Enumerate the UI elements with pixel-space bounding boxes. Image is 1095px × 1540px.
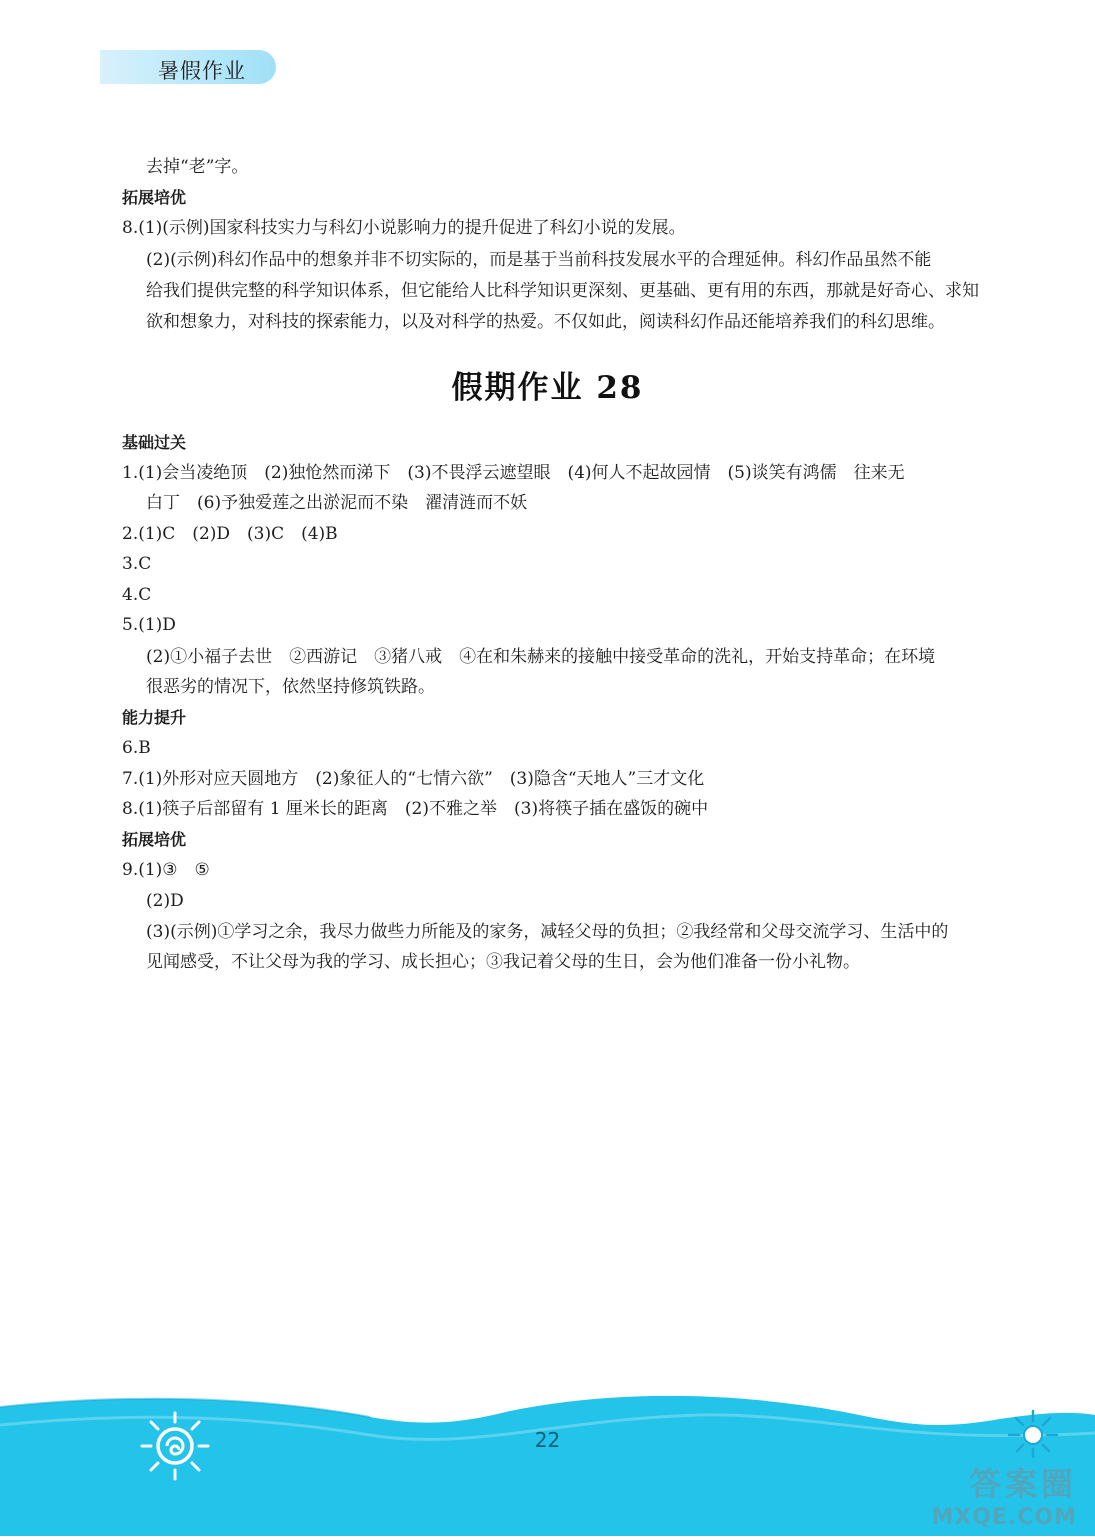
page-title: 假期作业 28: [451, 370, 644, 406]
page-number: 22: [534, 1428, 561, 1452]
answer-1-line2: 白丁 (6)予独爱莲之出淤泥而不染 濯清涟而不妖: [146, 493, 528, 513]
section-heading-basic: 基础过关: [122, 433, 187, 452]
answer-8-1: 8.(1)(示例)国家科技实力与科幻小说影响力的提升促进了科幻小说的发展。: [122, 218, 686, 238]
watermark-logo-text: 答案圈: [968, 1465, 1077, 1503]
section-heading-expand: 拓展培优: [122, 188, 187, 207]
answer-4: 4.C: [122, 585, 152, 605]
watermark: [931, 1459, 1077, 1530]
answer-9-1: 9.(1)③ ⑤: [122, 860, 210, 880]
watermark-url: MXQE.COM: [931, 1505, 1077, 1530]
answer-7: 7.(1)外形对应天圆地方 (2)象征人的“七情六欲” (3)隐含“天地人”三才文化: [122, 769, 705, 789]
answer-8-2-line3: 欲和想象力，对科技的探索能力，以及对科学的热爱。不仅如此，阅读科幻作品还能培养我们的科幻思维。: [146, 312, 945, 332]
section-heading-ability: 能力提升: [122, 708, 187, 727]
answer-2: 2.(1)C (2)D (3)C (4)B: [122, 524, 338, 544]
answer-3: 3.C: [122, 554, 152, 574]
answer-6: 6.B: [122, 738, 151, 758]
answer-8-2-line2: 给我们提供完整的科学知识体系，但它能给人比科学知识更深刻、更基础、更有用的东西，那就是好奇心、求知: [146, 281, 979, 301]
answer-1-line1: 1.(1)会当凌绝顶 (2)独怆然而涕下 (3)不畏浮云遮望眼 (4)何人不起故园情 (5)谈笑有鸿儒 往来无: [122, 463, 905, 483]
answer-9-3-line2: 见闻感受，不让父母为我的学习、成长担心；③我记着父母的生日，会为他们准备一份小礼物。: [146, 952, 860, 972]
answer-9-3-line1: (3)(示例)①学习之余，我尽力做些力所能及的家务，减轻父母的负担；②我经常和父母交流学习、生活中的: [146, 922, 949, 942]
text-line: 去掉“老”字。: [146, 157, 249, 177]
answer-9-2: (2)D: [146, 891, 184, 911]
answer-5-2-line1: (2)①小福子去世 ②西游记 ③猪八戒 ④在和朱赫来的接触中接受革命的洗礼，开始支持革命；在环境: [146, 647, 936, 667]
section-heading-expand-2: 拓展培优: [122, 830, 187, 849]
answer-5-2-line2: 很恶劣的情况下，依然坚持修筑铁路。: [146, 677, 435, 697]
header-title: 暑假作业: [158, 59, 246, 83]
answer-5-1: 5.(1)D: [122, 615, 176, 635]
answer-8-2-line1: (2)(示例)科幻作品中的想象并非不切实际的，而是基于当前科技发展水平的合理延伸。科幻作品虽然不能: [146, 250, 932, 270]
answer-8: 8.(1)筷子后部留有 1 厘米长的距离 (2)不雅之举 (3)将筷子插在盛饭的碗中: [122, 799, 709, 819]
